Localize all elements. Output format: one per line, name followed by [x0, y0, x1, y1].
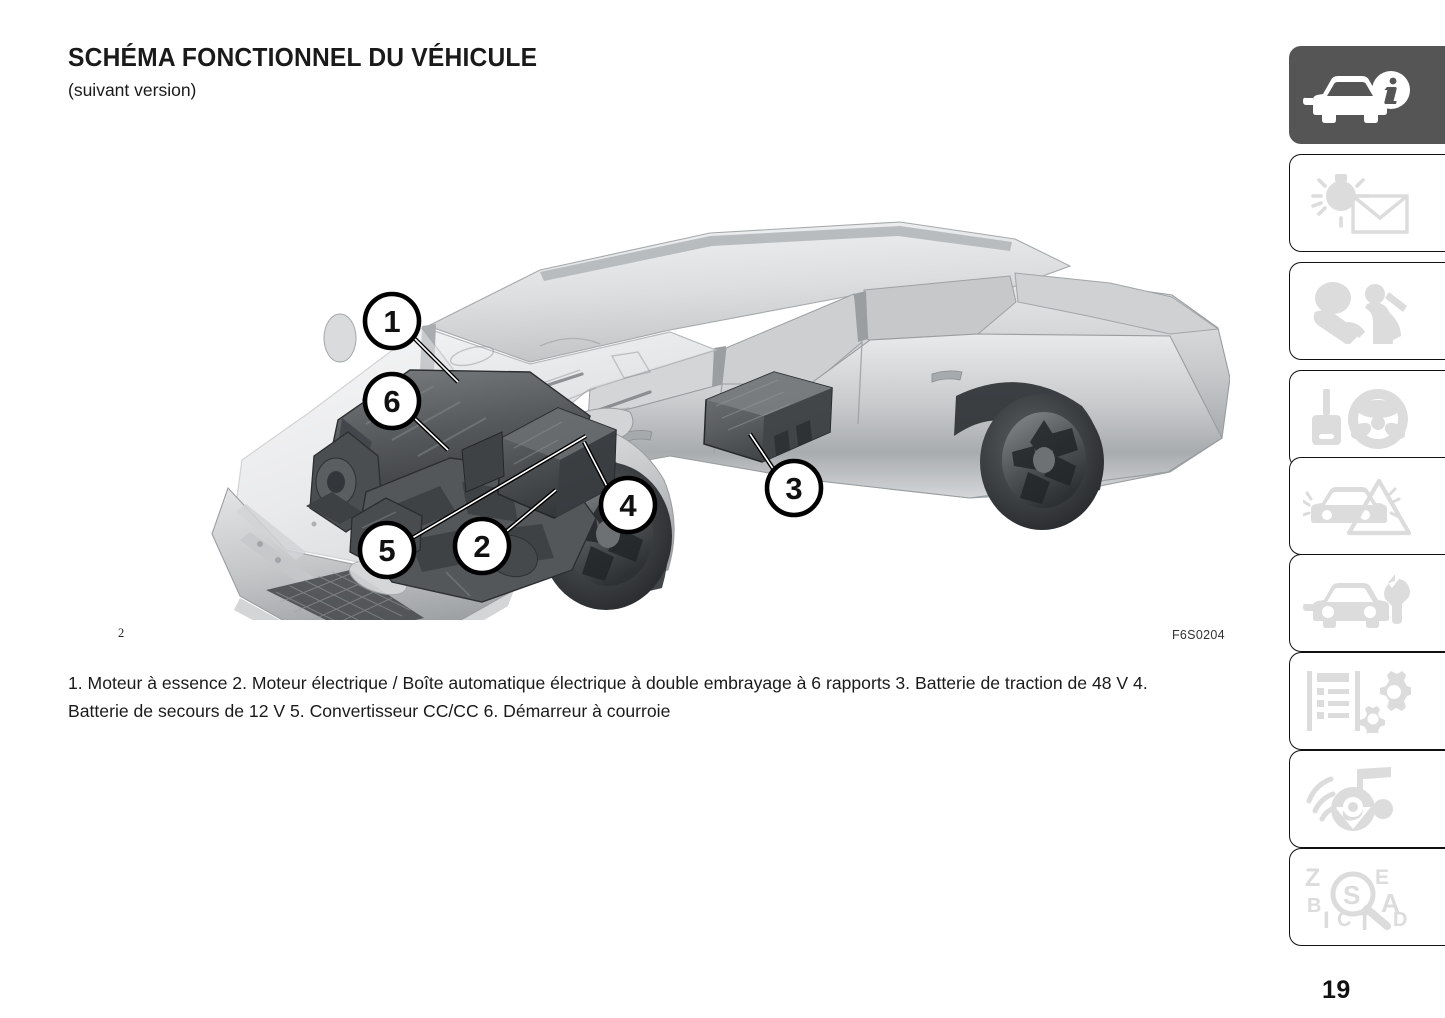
- figure-number: 2: [118, 626, 125, 640]
- sidebar-tab-multimedia[interactable]: [1289, 750, 1445, 848]
- svg-text:B: B: [1307, 895, 1322, 917]
- page-title: SCHÉMA FONCTIONNEL DU VÉHICULE: [68, 44, 538, 72]
- callout-label: 3: [785, 471, 803, 506]
- svg-text:Z: Z: [1305, 864, 1321, 892]
- index-magnifier-icon: [1303, 864, 1415, 930]
- sidebar-tab-index-alphabetique[interactable]: [1289, 848, 1445, 946]
- sidebar-tab-securite[interactable]: [1289, 154, 1445, 252]
- svg-text:I: I: [1323, 907, 1330, 930]
- callout-3: [767, 461, 821, 515]
- callout-1: [365, 294, 419, 348]
- vehicle-diagram-svg: [110, 120, 1230, 620]
- sidebar-tab-connaissance-du-vehicule[interactable]: [1289, 46, 1445, 144]
- car-wrench-icon: [1303, 572, 1411, 634]
- chapter-tab-rail: [1280, 0, 1445, 1018]
- callout-5: [360, 523, 414, 577]
- key-steering-wheel-icon: [1303, 387, 1411, 451]
- page-folio: 19: [1322, 976, 1351, 1004]
- callout-2: [455, 519, 509, 573]
- callout-label: 2: [473, 529, 491, 564]
- svg-text:S: S: [1343, 880, 1361, 910]
- svg-text:T: T: [1357, 908, 1373, 930]
- sidebar-tab-en-cas-urgence[interactable]: [1289, 457, 1445, 555]
- figure-caption: 1. Moteur à essence 2. Moteur électrique / Boîte automatique électrique à double embrayage à 6 rapports 3. Batterie de traction de 48 V 4. Batterie de secours de 12 V 5. Convertisseur CC/CC 6. Démarreur à courroie: [68, 673, 1148, 721]
- car-warning-triangle-icon: [1303, 475, 1411, 537]
- callout-label: 5: [378, 533, 396, 568]
- callout-4: [601, 478, 655, 532]
- car-info-icon: [1303, 64, 1411, 126]
- audio-note-icon: [1303, 767, 1411, 831]
- callout-label: 1: [383, 304, 401, 339]
- list-gears-icon: [1303, 669, 1411, 733]
- sidebar-tab-caracteristiques-techniques[interactable]: [1289, 652, 1445, 750]
- callout-6: [365, 374, 419, 428]
- rear-wheel: [980, 394, 1104, 530]
- sidebar-tab-demarrage-et-conduite[interactable]: [1289, 370, 1445, 468]
- figure-code: F6S0204: [1172, 628, 1225, 642]
- sun-envelope-icon: [1303, 170, 1411, 236]
- sidebar-tab-airbag[interactable]: [1289, 262, 1445, 360]
- sidebar-tab-entretien-et-soin[interactable]: [1289, 554, 1445, 652]
- svg-text:D: D: [1393, 909, 1408, 930]
- callout-label: 6: [383, 384, 401, 419]
- page-subtitle: (suivant version): [68, 80, 197, 100]
- callout-label: 4: [619, 488, 637, 523]
- svg-text:A: A: [1381, 888, 1400, 918]
- svg-text:E: E: [1375, 866, 1390, 889]
- airbag-occupant-icon: [1303, 278, 1411, 344]
- vehicle-diagram-figure: [110, 120, 1230, 620]
- svg-text:C: C: [1337, 909, 1352, 930]
